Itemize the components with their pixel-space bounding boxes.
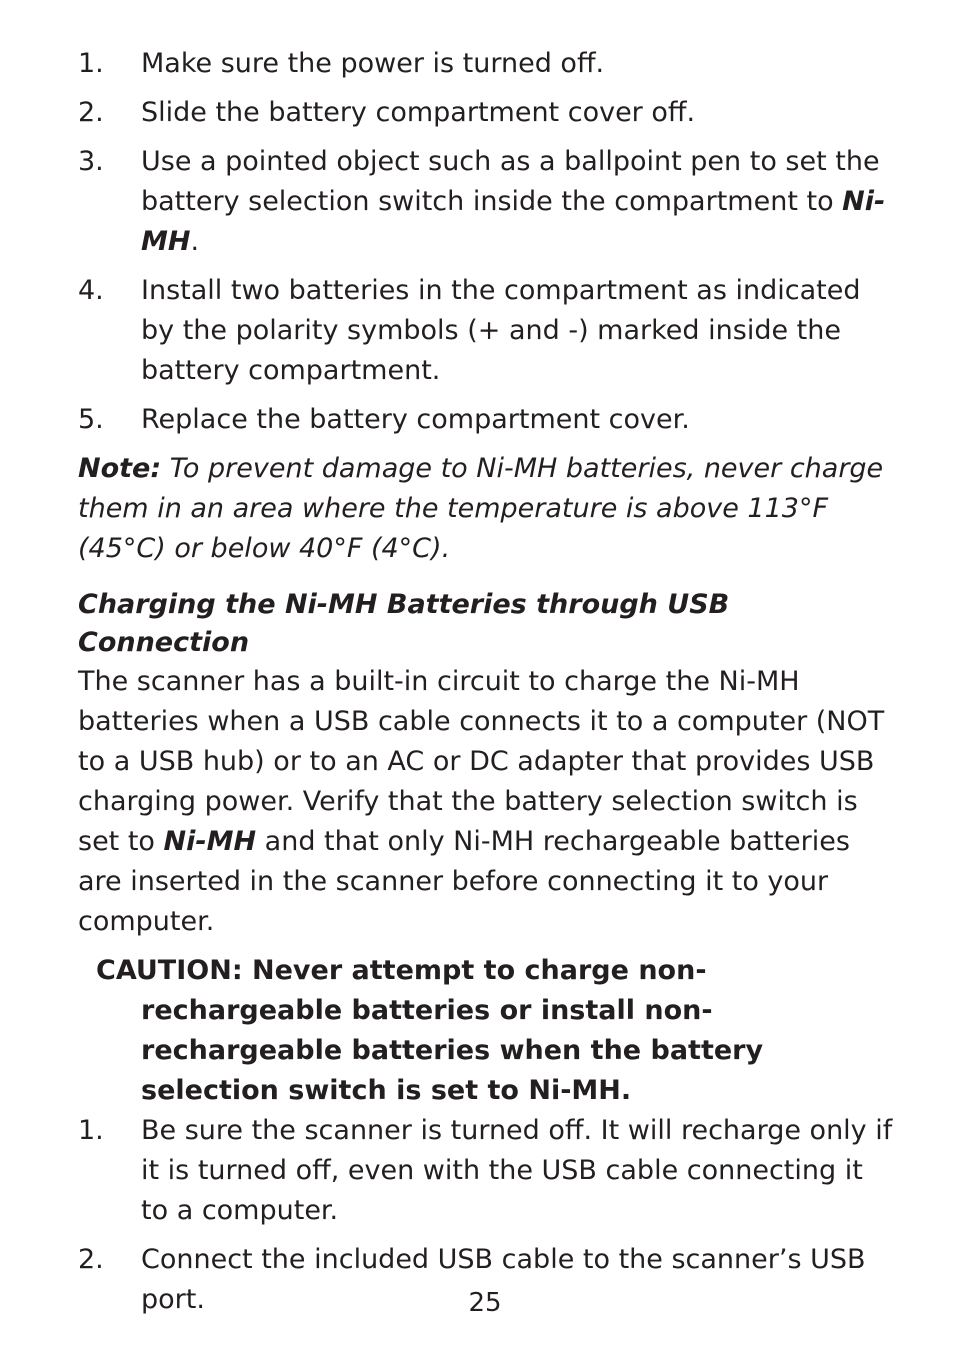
caution-text: CAUTION: Never attempt to charge non-rechargeable batteries or install non-rechargeable batteries when the battery selection switch is set to Ni-MH. — [96, 955, 764, 1106]
list-item — [78, 400, 898, 440]
step-number: 1. — [78, 1115, 104, 1146]
section-heading: Charging the Ni-MH Batteries through USB Connection — [78, 589, 730, 658]
list-item — [78, 271, 898, 391]
note-label: Note: — [78, 453, 162, 484]
step-text-end: . — [190, 226, 200, 257]
emphasis-nimh: Ni-MH — [163, 826, 257, 857]
step-text: Install two batteries in the compartment as indicated by the polarity symbols (+ and -) marked inside the battery compartment. — [141, 275, 861, 386]
list-item — [78, 93, 898, 133]
paragraph-text: The scanner has a built-in circuit to charge the Ni-MH batteries when a USB cable connects it to a computer (NOT to a USB hub) or to an AC or DC adapter that provides USB charging power. Verify that the battery selection switch is set to — [78, 666, 885, 857]
paragraph-text-end: and that only Ni-MH rechargeable batteries are inserted in the scanner before connecting it to your computer. — [78, 826, 850, 937]
step-number: 3. — [78, 146, 104, 177]
emphasis-nimh: Ni-MH — [141, 186, 886, 257]
step-text: Slide the battery compartment cover off. — [141, 97, 696, 128]
page-number: 25 — [468, 1288, 502, 1318]
note — [78, 449, 898, 569]
manual-page — [78, 44, 898, 1320]
list-item — [78, 142, 898, 262]
list-item — [78, 44, 898, 84]
step-text: Replace the battery compartment cover. — [141, 404, 690, 435]
step-number: 2. — [78, 1244, 104, 1275]
body-paragraph — [78, 662, 898, 942]
step-text: Be sure the scanner is turned off. It will recharge only if it is turned off, even with the USB cable connecting it to a computer. — [141, 1115, 893, 1226]
step-number: 1. — [78, 48, 104, 79]
step-number: 5. — [78, 404, 104, 435]
step-text: Use a pointed object such as a ballpoint pen to set the battery selection switch inside the compartment to — [141, 146, 880, 217]
step-number: 2. — [78, 97, 104, 128]
step-text: Make sure the power is turned off. — [141, 48, 605, 79]
list-item — [78, 1111, 898, 1231]
step-text: Connect the included USB cable to the scanner’s USB port. — [141, 1244, 866, 1315]
step-number: 4. — [78, 275, 104, 306]
note-text: To prevent damage to Ni-MH batteries, never charge them in an area where the temperature is above 113°F (45°C) or below 40°F (4°C). — [78, 453, 884, 564]
